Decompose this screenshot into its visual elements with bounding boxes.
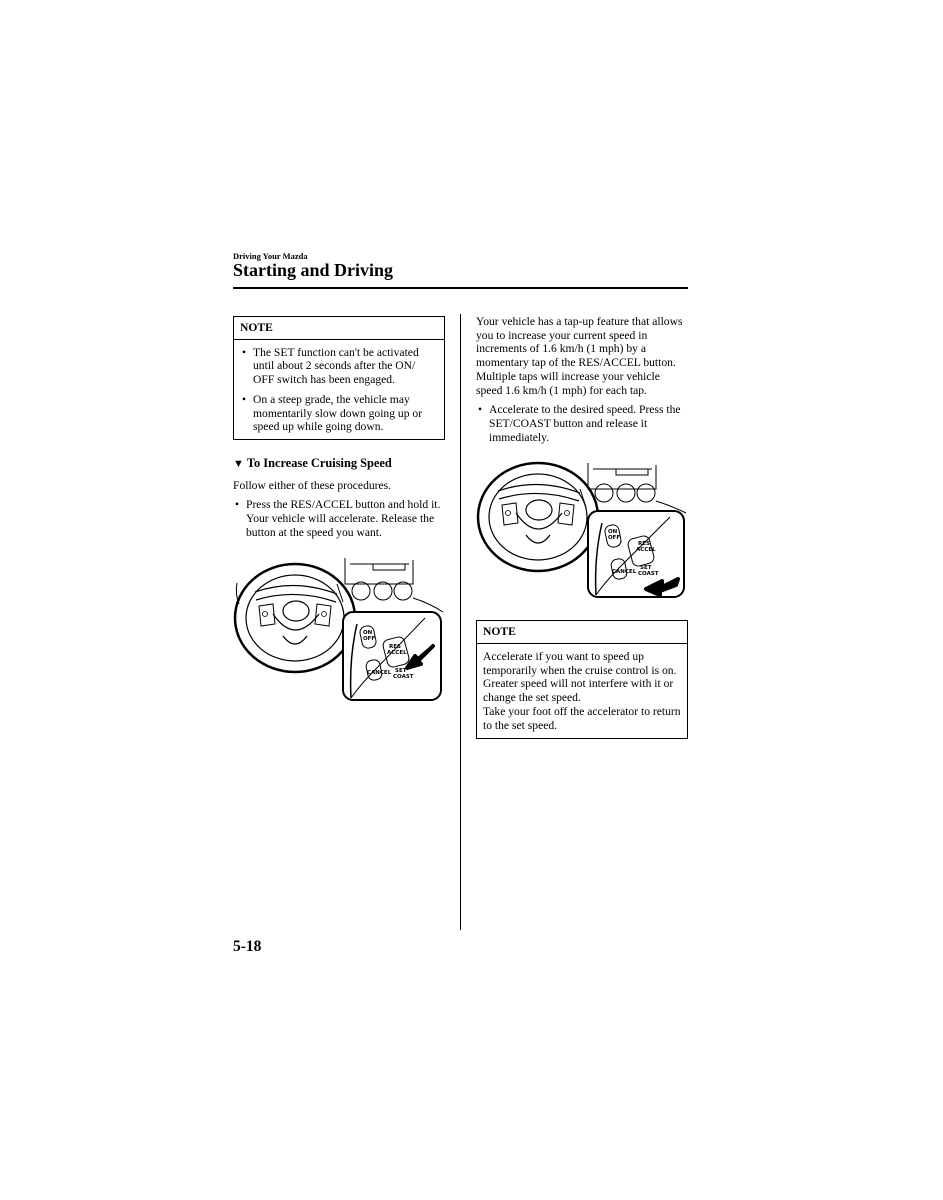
accel-label: ACCEL (636, 547, 656, 554)
subheading-text: To Increase Cruising Speed (246, 455, 392, 470)
set-label: SET (640, 565, 652, 572)
section-label: Driving Your Mazda (233, 251, 308, 261)
dashboard-drawing (236, 558, 443, 612)
res-label: RES (638, 541, 650, 548)
coast-label: COAST (393, 674, 414, 681)
right-column (476, 315, 688, 739)
tap-up-paragraph: Your vehicle has a tap-up feature that allows you to increase your current speed in increments of 1.6 km/h (1 mph) by a momentary tap of the RES/ACCEL button. Multiple taps will increase your vehicle speed 1.6 km/h (1 mph) for each tap. (476, 315, 683, 397)
column-divider (460, 314, 461, 930)
note-body (477, 644, 687, 738)
on-label: ON (363, 630, 373, 637)
note-text: Take your foot off the accelerator to return to the set speed. (483, 704, 681, 732)
set-label: SET (395, 668, 407, 675)
cancel-label: CANCEL (367, 670, 392, 677)
procedure-bullet: • Accelerate to the desired speed. Press the SET/COAST button and release it immediately. (476, 403, 688, 444)
note-bullet: • On a steep grade, the vehicle may momentarily slow down going up or speed up while going down. (240, 393, 438, 434)
res-label: RES (389, 644, 401, 651)
cancel-label: CANCEL (612, 569, 637, 576)
page-number: 5-18 (233, 938, 262, 955)
coast-label: COAST (638, 571, 659, 578)
page-title: Starting and Driving (233, 260, 394, 280)
note-body (234, 340, 444, 439)
on-label: ON (608, 529, 618, 536)
subheading (233, 457, 445, 472)
procedure-bullet: • Press the RES/ACCEL button and hold it. Your vehicle will accelerate. Release the button at the speed you want. (233, 498, 445, 539)
title-rule (233, 287, 688, 289)
off-label: OFF (363, 636, 376, 643)
inset-frame (343, 612, 441, 700)
note-text: Accelerate if you want to speed up temporarily when the cruise control is on. Greater speed will not interfere with it or change the set speed. (483, 650, 677, 705)
procedure-list (476, 403, 688, 444)
off-label: OFF (608, 535, 621, 542)
accel-label: ACCEL (387, 650, 407, 657)
left-column (233, 316, 445, 706)
steering-wheel-set-coast-illustration (476, 453, 688, 611)
steering-wheel-drawing (478, 463, 598, 571)
note-heading: NOTE (234, 317, 444, 340)
note-box (233, 316, 445, 440)
triangle-marker-icon: ▼ (233, 457, 244, 470)
note-box (476, 620, 688, 739)
note-heading: NOTE (477, 621, 687, 644)
note-bullet: • The SET function can't be activated until about 2 seconds after the ON/ OFF switch has been engaged. (240, 346, 438, 387)
steering-wheel-drawing (235, 564, 355, 672)
steering-wheel-res-accel-illustration (233, 548, 445, 706)
procedure-list (233, 498, 445, 539)
note-bullet-list (240, 346, 438, 434)
intro-text: Follow either of these procedures. (233, 478, 392, 492)
